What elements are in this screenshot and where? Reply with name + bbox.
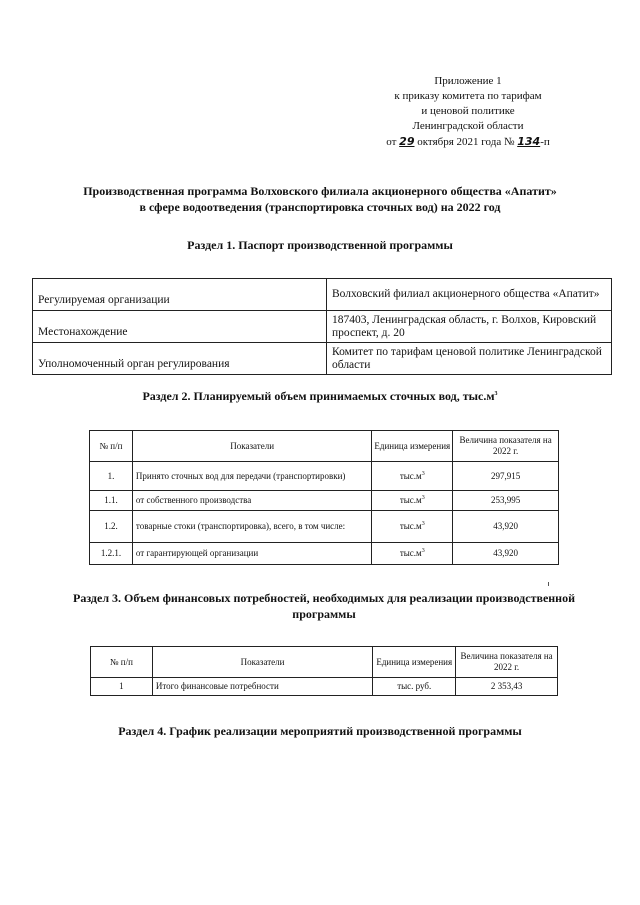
cell-indicator: Итого финансовые потребности bbox=[152, 678, 372, 696]
appendix-line-2: к приказу комитета по тарифам bbox=[394, 90, 542, 102]
unit-superscript: 3 bbox=[421, 470, 425, 477]
appendix-line-1: Приложение 1 bbox=[434, 75, 502, 87]
cell-value: 297,915 bbox=[453, 462, 559, 491]
heading-superscript: 3 bbox=[494, 391, 498, 397]
cell-unit bbox=[372, 462, 453, 491]
col-header-indicator: Показатели bbox=[152, 647, 372, 678]
passport-value: 187403, Ленинградская область, г. Волхов, Кировский проспект, д. 20 bbox=[327, 311, 612, 343]
col-header-num: № п/п bbox=[91, 647, 153, 678]
passport-label: Регулируемая организации bbox=[33, 279, 327, 311]
unit-superscript: 3 bbox=[421, 521, 425, 527]
table-row bbox=[90, 491, 559, 511]
table-row bbox=[33, 279, 612, 311]
document-title bbox=[40, 183, 600, 215]
title-line-1: Производственная программа Волховского филиала акционерного общества «Апатит» bbox=[83, 184, 557, 198]
passport-label: Уполномоченный орган регулирования bbox=[33, 343, 327, 375]
cell-value: 253,995 bbox=[453, 491, 559, 511]
cell-value: 43,920 bbox=[453, 511, 559, 543]
passport-value: Комитет по тарифам ценовой политике Ленинградской области bbox=[327, 343, 612, 375]
cell-num: 1. bbox=[90, 462, 133, 491]
unit-text: тыс.м bbox=[399, 495, 422, 505]
col-header-value: Величина показателя на 2022 г. bbox=[456, 647, 558, 678]
section-1-heading: Раздел 1. Паспорт производственной программы bbox=[187, 238, 453, 252]
table-row bbox=[90, 543, 559, 565]
cell-unit bbox=[372, 491, 453, 511]
handwritten-order-number: 134 bbox=[517, 135, 541, 148]
table-header-row bbox=[90, 431, 559, 462]
table-row bbox=[33, 311, 612, 343]
cell-value: 43,920 bbox=[453, 543, 559, 565]
section-2-heading-text: Раздел 2. Планируемый объем принимаемых сточных вод, тыс.м bbox=[142, 389, 495, 403]
appendix-line-3: и ценовой политике bbox=[421, 105, 515, 117]
passport-label: Местонахождение bbox=[33, 311, 327, 343]
date-middle: октября 2021 года № bbox=[417, 136, 515, 148]
col-header-indicator: Показатели bbox=[132, 431, 371, 462]
passport-value: Волховский филиал акционерного общества «Апатит» bbox=[327, 279, 612, 311]
col-header-num: № п/п bbox=[90, 431, 133, 462]
section-3-heading: Раздел 3. Объем финансовых потребностей, необходимых для реализации производственной программы bbox=[72, 591, 576, 621]
volumes-table bbox=[89, 430, 559, 565]
table-header-row bbox=[91, 647, 558, 678]
cell-num: 1.2.1. bbox=[90, 543, 133, 565]
table-row bbox=[91, 678, 558, 696]
cell-unit bbox=[372, 543, 453, 565]
unit-text: тыс.м bbox=[399, 470, 422, 481]
cell-indicator: Принято сточных вод для передачи (транспортировки) bbox=[132, 462, 371, 491]
cell-num: 1 bbox=[91, 678, 153, 696]
unit-text: тыс.м bbox=[399, 521, 422, 531]
cell-unit bbox=[372, 511, 453, 543]
unit-superscript: 3 bbox=[421, 495, 425, 501]
cell-value: 2 353,43 bbox=[456, 678, 558, 696]
cell-unit: тыс. руб. bbox=[373, 678, 456, 696]
col-header-unit: Единица измерения bbox=[373, 647, 456, 678]
col-header-value: Величина показателя на 2022 г. bbox=[453, 431, 559, 462]
appendix-line-4: Ленинградской области bbox=[412, 120, 524, 132]
table-row bbox=[33, 343, 612, 375]
title-line-2: в сфере водоотведения (транспортировка сточных вод) на 2022 год bbox=[139, 200, 501, 214]
cell-indicator: от собственного производства bbox=[132, 491, 371, 511]
table-row bbox=[90, 462, 559, 491]
section-2-heading bbox=[40, 388, 600, 404]
appendix-date-line bbox=[360, 134, 576, 150]
scan-mark bbox=[548, 582, 549, 586]
col-header-unit: Единица измерения bbox=[372, 431, 453, 462]
cell-num: 1.2. bbox=[90, 511, 133, 543]
passport-table bbox=[32, 278, 612, 375]
cell-indicator: товарные стоки (транспортировка), всего, в том числе: bbox=[132, 511, 371, 543]
table-row bbox=[90, 511, 559, 543]
section-4-heading: Раздел 4. График реализации мероприятий производственной программы bbox=[118, 724, 522, 738]
handwritten-day: 29 bbox=[399, 135, 415, 148]
finance-table bbox=[90, 646, 558, 696]
order-number-suffix: -п bbox=[540, 136, 550, 148]
appendix-block bbox=[360, 74, 576, 150]
cell-num: 1.1. bbox=[90, 491, 133, 511]
cell-indicator: от гарантирующей организации bbox=[132, 543, 371, 565]
date-prefix: от bbox=[386, 136, 397, 148]
unit-superscript: 3 bbox=[421, 548, 425, 554]
unit-text: тыс.м bbox=[399, 548, 422, 558]
